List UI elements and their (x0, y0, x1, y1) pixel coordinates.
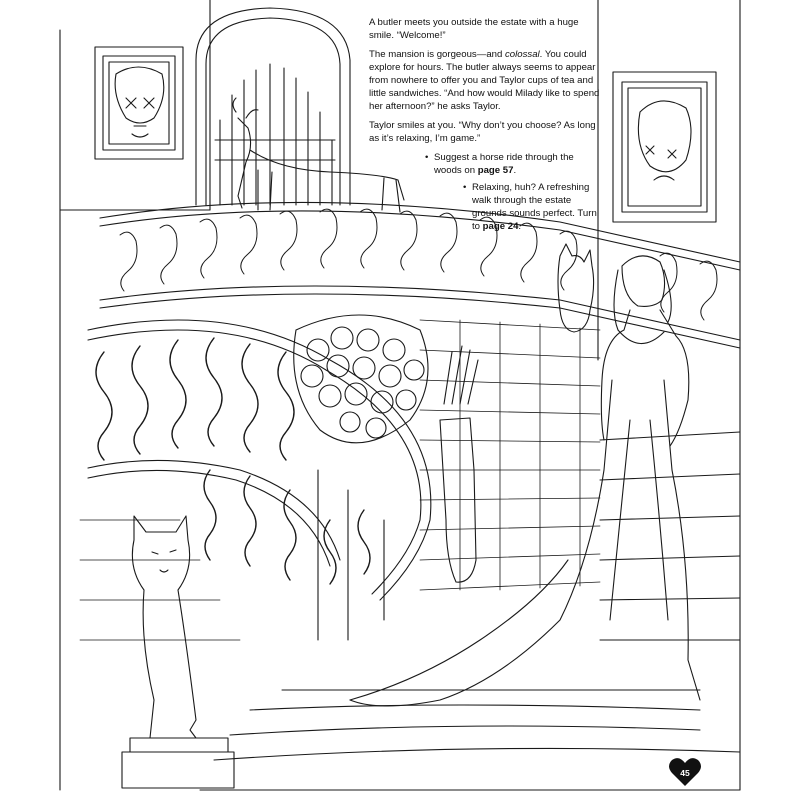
choice-bullet: • (425, 152, 429, 163)
page-number: 45 (680, 768, 690, 778)
arched-doorway (196, 8, 350, 205)
choice-text-segment: Relaxing, huh? A refreshing walk through the estate grounds sounds perfect. Turn to (472, 182, 597, 232)
story-paragraph: Taylor smiles at you. “Why don’t you choose? As long as it’s relaxing, I’m game.” (369, 120, 596, 144)
portrait-frame-right (613, 72, 716, 222)
story-text (369, 16, 601, 237)
story-text-segment: The mansion is gorgeous—and (369, 49, 505, 60)
choice-text (472, 181, 601, 233)
choice-bullet: • (463, 182, 467, 193)
choice-estate-walk (369, 181, 601, 233)
stair-steps (200, 432, 740, 790)
page-reference: page 24 (482, 221, 519, 232)
choice-horse-ride (369, 151, 601, 177)
story-paragraph: A butler meets you outside the estate with a huge smile. “Welcome!” (369, 17, 579, 41)
grand-staircase-railing (88, 320, 431, 640)
choice-text (434, 151, 601, 177)
story-text-segment: . You could explore for hours. The butler always seems to appear from nowhere to offer you and Taylor cups of tea and little sandwiches. “And how would Milady like to spend her afternoon?” he asks Taylor. (369, 49, 600, 112)
portrait-frame-left (95, 47, 183, 159)
story-paragraph (369, 48, 601, 113)
brick-wall (80, 320, 600, 640)
choice-text-segment: . (513, 165, 517, 176)
cat-statue (122, 516, 234, 788)
choice-text-segment: . (518, 221, 522, 232)
story-emphasis: colossal (505, 49, 540, 60)
page-number-badge (672, 762, 698, 786)
page-reference: page 57 (477, 165, 514, 176)
choice-text-segment: Suggest a horse ride through the woods on (434, 152, 574, 176)
woman-in-gown (350, 256, 700, 706)
